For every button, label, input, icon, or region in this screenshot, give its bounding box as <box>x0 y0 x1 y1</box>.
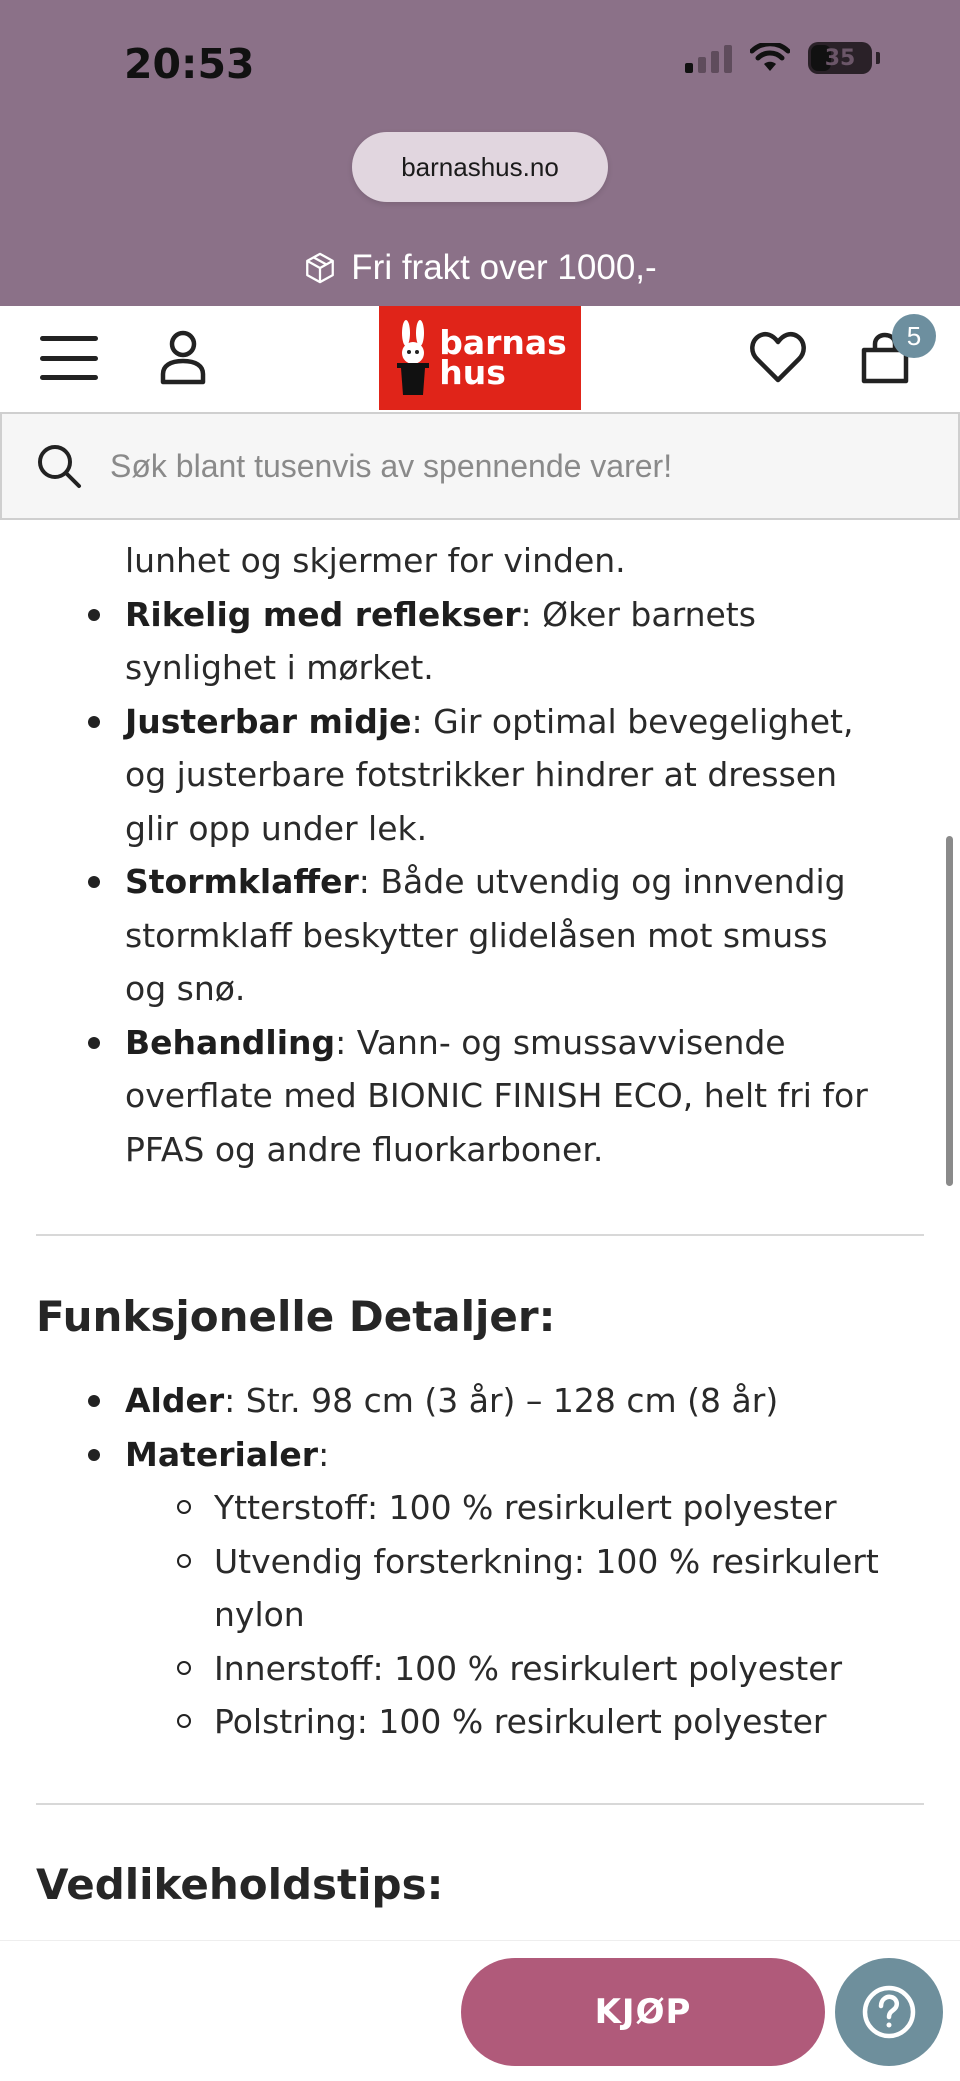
battery-icon <box>808 42 872 74</box>
menu-icon[interactable] <box>40 336 98 380</box>
list-item: lunhet og skjermer for vinden. <box>125 541 626 580</box>
site-logo[interactable] <box>379 306 581 410</box>
promo-text: Fri frakt over 1000,- <box>351 248 657 287</box>
details-list <box>0 1374 930 1481</box>
wishlist-heart-icon[interactable] <box>750 330 806 384</box>
list-item: Ytterstoff: 100 % resirkulert polyester <box>0 1481 930 1535</box>
list-item: Stormklaffer: Både utvendig og innvendig stormklaff beskytter glidelåsen mot smuss og snø. <box>0 855 930 1016</box>
search-input[interactable] <box>110 448 890 485</box>
rabbit-hat-logo-icon <box>393 319 433 397</box>
buy-button[interactable]: KJØP <box>461 1958 825 2066</box>
section-divider <box>36 1803 924 1805</box>
promo-banner <box>0 240 960 296</box>
cart-count-badge: 5 <box>892 314 936 358</box>
battery-level: 35 <box>824 45 856 71</box>
scrollbar[interactable] <box>946 836 953 1186</box>
list-item: Materialer: <box>0 1428 930 1482</box>
section-heading: Vedlikeholdstips: <box>36 1860 444 1909</box>
bottom-action-bar <box>0 1940 960 2081</box>
wifi-icon <box>750 43 790 73</box>
package-icon <box>303 251 337 285</box>
materials-list <box>0 1481 930 1749</box>
help-button[interactable] <box>835 1958 943 2066</box>
logo-text: barnas hus <box>439 323 567 392</box>
status-and-browser-bar <box>0 0 960 306</box>
list-item: Rikelig med reflekser: Øker barnets synlighet i mørket. <box>0 588 930 695</box>
help-question-icon <box>861 1984 917 2040</box>
list-item: Alder: Str. 98 cm (3 år) – 128 cm (8 år) <box>0 1374 930 1428</box>
list-item: Innerstoff: 100 % resirkulert polyester <box>0 1642 930 1696</box>
section-heading: Funksjonelle Detaljer: <box>36 1292 556 1341</box>
list-item: Utvendig forsterkning: 100 % resirkulert nylon <box>0 1535 930 1642</box>
section-divider <box>36 1234 924 1236</box>
status-icons <box>685 42 880 74</box>
site-header <box>0 306 960 412</box>
cellular-signal-icon <box>685 43 732 73</box>
list-item: Behandling: Vann- og smussavvisende overflate med BIONIC FINISH ECO, helt fri for PFAS og andre fluorkarboner. <box>0 1016 930 1177</box>
search-bar <box>0 412 960 520</box>
feature-list <box>0 534 930 1176</box>
url-bar[interactable]: barnashus.no <box>352 132 608 202</box>
account-icon[interactable] <box>158 328 208 386</box>
status-time: 20:53 <box>124 40 255 88</box>
search-icon[interactable] <box>36 443 82 489</box>
product-description <box>0 520 960 1940</box>
list-item: Polstring: 100 % resirkulert polyester <box>0 1695 930 1749</box>
list-item: Justerbar midje: Gir optimal bevegelighet, og justerbare fotstrikker hindrer at dressen glir opp under lek. <box>0 695 930 856</box>
